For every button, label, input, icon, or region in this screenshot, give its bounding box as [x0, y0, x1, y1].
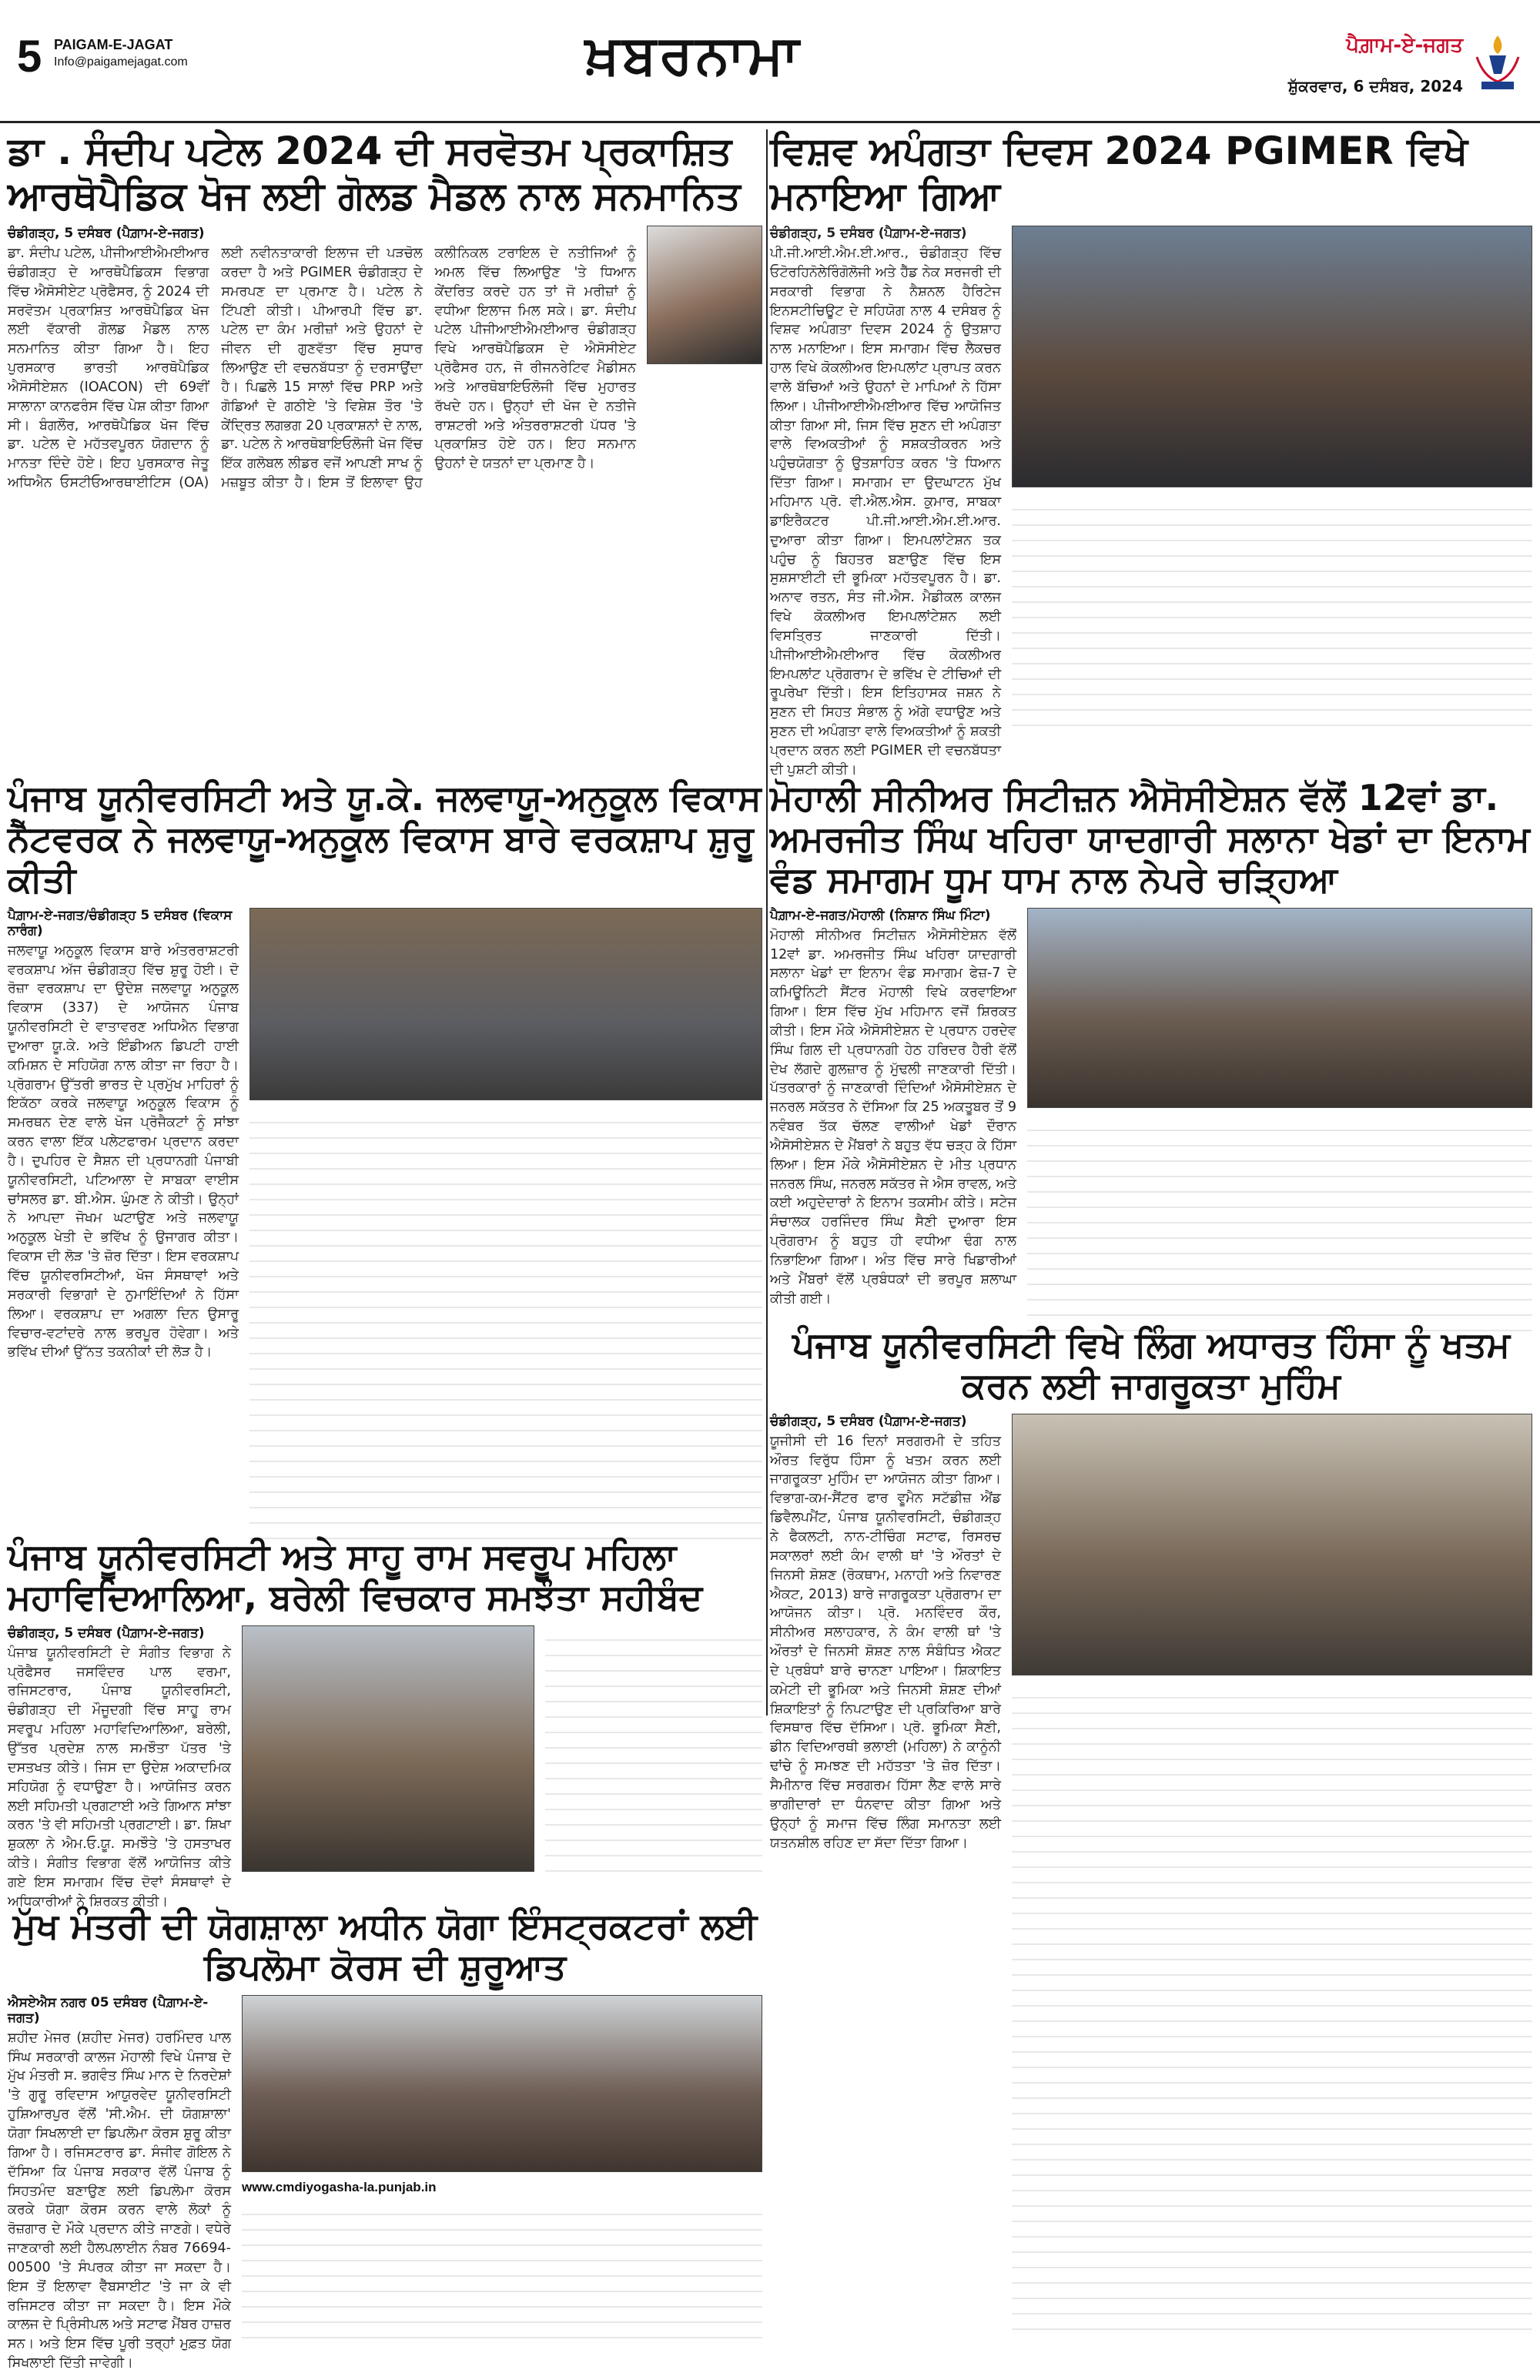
article-body-continued [249, 1108, 762, 1539]
article-body: ਪੰਜਾਬ ਯੂਨੀਵਰਸਿਟੀ ਦੇ ਸੰਗੀਤ ਵਿਭਾਗ ਨੇ ਪ੍ਰੋਫੈਸਰ ਜਸਵਿੰਦਰ ਪਾਲ ਵਰਮਾ, ਰਜਿਸਟਰਾਰ, ਪੰਜਾਬ ਯੂਨੀਵਰਸਿਟੀ, ਚੰਡੀਗੜ੍ਹ ਦੀ ਮੌਜੂਦਗੀ ਵਿੱਚ ਸਾਹੂ ਰਾਮ ਸਵਰੂਪ ਮਹਿਲਾ ਮਹਾਵਿਦਿਆਲਿਆ, ਬਰੇਲੀ, ਉੱਤਰ ਪ੍ਰਦੇਸ਼ ਨਾਲ ਸਮਝੌਤਾ ਪੱਤਰ 'ਤੇ ਦਸਤਖਤ ਕੀਤੇ। ਜਿਸ ਦਾ ਉਦੇਸ਼ ਅਕਾਦਮਿਕ ਸਹਿਯੋਗ ਨੂੰ ਵਧਾਉਣਾ ਹੈ। ਆਯੋਜਿਤ ਕਰਨ ਲਈ ਸਹਿਮਤੀ ਪ੍ਰਗਟਾਈ ਅਤੇ ਗਿਆਨ ਸਾਂਝਾ ਕਰਨ 'ਤੇ ਵੀ ਸਹਿਮਤੀ ਪ੍ਰਗਟਾਈ। ਡਾ. ਸ਼ਿਖਾ ਸ਼ੁਕਲਾ ਨੇ ਐਮ.ਓ.ਯੂ. ਸਮਝੌਤੇ 'ਤੇ ਹਸਤਾਖਰ ਕੀਤੇ। ਸੰਗੀਤ ਵਿਭਾਗ ਵੱਲੋਂ ਆਯੋਜਿਤ ਕੀਤੇ ਗਏ ਇਸ ਸਮਾਗਮ ਵਿੱਚ ਦੋਵਾਂ ਸੰਸਥਾਵਾਂ ਦੇ ਅਧਿਕਾਰੀਆਂ ਨੇ ਸ਼ਿਰਕਤ ਕੀਤੀ। [8, 1645, 231, 1910]
article-body: ਸ਼ਹੀਦ ਮੇਜਰ (ਸ਼ਹੀਦ ਮੇਜਰ) ਹਰਮਿੰਦਰ ਪਾਲ ਸਿੰਘ ਸਰਕਾਰੀ ਕਾਲਜ ਮੋਹਾਲੀ ਵਿਖੇ ਪੰਜਾਬ ਦੇ ਮੁੱਖ ਮੰਤਰੀ ਸ. ਭਗਵੰਤ ਸਿੰਘ ਮਾਨ ਦੇ ਨਿਰਦੇਸ਼ਾਂ 'ਤੇ ਗੁਰੂ ਰਵਿਦਾਸ ਆਯੁਰਵੇਦ ਯੂਨੀਵਰਸਿਟੀ ਹੁਸ਼ਿਆਰਪੁਰ ਵੱਲੋਂ 'ਸੀ.ਐਮ. ਦੀ ਯੋਗਸ਼ਾਲਾ' ਯੋਗਾ ਸਿਖਲਾਈ ਦਾ ਡਿਪਲੋਮਾ ਕੋਰਸ ਸ਼ੁਰੂ ਕੀਤਾ ਗਿਆ ਹੈ। ਰਜਿਸਟਰਾਰ ਡਾ. ਸੰਜੀਵ ਗੋਇਲ ਨੇ ਦੱਸਿਆ ਕਿ ਪੰਜਾਬ ਸਰਕਾਰ ਵੱਲੋਂ ਪੰਜਾਬ ਨੂੰ ਸਿਹਤਮੰਦ ਬਣਾਉਣ ਲਈ ਡਿਪਲੋਮਾ ਕੋਰਸ ਕਰਕੇ ਯੋਗਾ ਕੋਰਸ ਕਰਨ ਵਾਲੇ ਲੋਕਾਂ ਨੂੰ ਰੋਜ਼ਗਾਰ ਦੇ ਮੌਕੇ ਪ੍ਰਦਾਨ ਕੀਤੇ ਜਾਣਗੇ। ਵਧੇਰੇ ਜਾਣਕਾਰੀ ਲਈ ਹੈਲਪਲਾਈਨ ਨੰਬਰ 76694-00500 'ਤੇ ਸੰਪਰਕ ਕੀਤਾ ਜਾ ਸਕਦਾ ਹੈ। ਇਸ ਤੋਂ ਇਲਾਵਾ ਵੈੱਬਸਾਈਟ 'ਤੇ ਜਾ ਕੇ ਵੀ ਰਜਿਸਟਰ ਕੀਤਾ ਜਾ ਸਕਦਾ ਹੈ। ਇਸ ਮੌਕੇ ਕਾਲਜ ਦੇ ਪ੍ਰਿੰਸੀਪਲ ਅਤੇ ਸਟਾਫ ਮੈਂਬਰ ਹਾਜ਼ਰ ਸਨ। ਅਤੇ ਇਸ ਵਿੱਚ ਪੂਰੀ ਤਰ੍ਹਾਂ ਮੁਫ਼ਤ ਯੋਗ ਸਿਖਲਾਈ ਦਿੱਤੀ ਜਾਵੇਗੀ। [8, 2030, 231, 2372]
headline: ਪੰਜਾਬ ਯੂਨੀਵਰਸਿਟੀ ਅਤੇ ਯੂ.ਕੇ. ਜਲਵਾਯੂ-ਅਨੁਕੂਲ ਵਿਕਾਸ ਨੈੱਟਵਰਕ ਨੇ ਜਲਵਾਯੂ-ਅਨੁਕੂਲ ਵਿਕਾਸ ਬਾਰੇ ਵਰਕਸ਼ਾਪ ਸ਼ੁਰੂ ਕੀਤੀ [8, 777, 762, 900]
torch-logo-icon [1471, 31, 1525, 92]
mou-signing-photo [242, 1625, 534, 1872]
article-body-continued [1012, 495, 1532, 726]
prize-distribution-photo [1027, 908, 1532, 1108]
issue-date: ਸ਼ੁੱਕਰਵਾਰ, 6 ਦਸੰਬਰ, 2024 [1287, 77, 1463, 95]
article-body: ਯੂਜੀਸੀ ਦੀ 16 ਦਿਨਾਂ ਸਰਗਰਮੀ ਦੇ ਤਹਿਤ ਔਰਤ ਵਿਰੁੱਧ ਹਿੰਸਾ ਨੂੰ ਖਤਮ ਕਰਨ ਲਈ ਜਾਗਰੂਕਤਾ ਮੁਹਿੰਮ ਦਾ ਆਯੋਜਨ ਕੀਤਾ ਗਿਆ। ਵਿਭਾਗ-ਕਮ-ਸੈਂਟਰ ਫਾਰ ਵੂਮੈਨ ਸਟੱਡੀਜ਼ ਐਂਡ ਡਿਵੈਲਪਮੈਂਟ, ਪੰਜਾਬ ਯੂਨੀਵਰਸਿਟੀ, ਚੰਡੀਗੜ੍ਹ ਨੇ ਫੈਕਲਟੀ, ਨਾਨ-ਟੀਚਿੰਗ ਸਟਾਫ, ਰਿਸਰਚ ਸਕਾਲਰਾਂ ਲਈ ਕੰਮ ਵਾਲੀ ਥਾਂ 'ਤੇ ਔਰਤਾਂ ਦੇ ਜਿਨਸੀ ਸ਼ੋਸ਼ਣ (ਰੋਕਥਾਮ, ਮਨਾਹੀ ਅਤੇ ਨਿਵਾਰਣ ਐਕਟ, 2013) ਬਾਰੇ ਜਾਗਰੂਕਤਾ ਪ੍ਰੋਗਰਾਮ ਦਾ ਆਯੋਜਨ ਕੀਤਾ। ਪ੍ਰੋ. ਮਨਵਿੰਦਰ ਕੌਰ, ਸੀਨੀਅਰ ਸਲਾਹਕਾਰ, ਨੇ ਕੰਮ ਵਾਲੀ ਥਾਂ 'ਤੇ ਔਰਤਾਂ ਦੇ ਜਿਨਸੀ ਸ਼ੋਸ਼ਣ ਨਾਲ ਸੰਬੰਧਿਤ ਐਕਟ ਦੇ ਪ੍ਰਬੰਧਾਂ ਬਾਰੇ ਚਾਨਣਾ ਪਾਇਆ। ਸ਼ਿਕਾਇਤ ਕਮੇਟੀ ਦੀ ਭੂਮਿਕਾ ਅਤੇ ਜਿਨਸੀ ਸ਼ੋਸ਼ਣ ਦੀਆਂ ਸ਼ਿਕਾਇਤਾਂ ਨੂੰ ਨਿਪਟਾਉਣ ਦੀ ਪ੍ਰਕਿਰਿਆ ਬਾਰੇ ਵਿਸਥਾਰ ਵਿੱਚ ਦੱਸਿਆ। ਪ੍ਰੋ. ਭੂਮਿਕਾ ਸੈਣੀ, ਡੀਨ ਵਿਦਿਆਰਥੀ ਭਲਾਈ (ਮਹਿਲਾ) ਨੇ ਕਾਨੂੰਨੀ ਢਾਂਚੇ ਨੂੰ ਸਮਝਣ ਦੀ ਮਹੱਤਤਾ 'ਤੇ ਜ਼ੋਰ ਦਿੱਤਾ। ਸੈਮੀਨਾਰ ਵਿੱਚ ਸਰਗਰਮ ਹਿੱਸਾ ਲੈਣ ਵਾਲੇ ਸਾਰੇ ਭਾਗੀਦਾਰਾਂ ਦਾ ਧੰਨਵਾਦ ਕੀਤਾ ਗਿਆ ਅਤੇ ਉਨ੍ਹਾਂ ਨੂੰ ਸਮਾਜ ਵਿੱਚ ਲਿੰਗ ਸਮਾਨਤਾ ਲਈ ਯਤਨਸ਼ੀਲ ਰਹਿਣ ਦਾ ਸੱਦਾ ਦਿੱਤਾ ਗਿਆ। [770, 1433, 1001, 1851]
article-body-continued [242, 2200, 762, 2346]
column-rule [766, 129, 768, 1716]
article-body-continued [1027, 1116, 1532, 1339]
yoga-class-photo [242, 1995, 762, 2172]
article-body: ਮੋਹਾਲੀ ਸੀਨੀਅਰ ਸਿਟੀਜ਼ਨ ਐਸੋਸੀਏਸ਼ਨ ਵੱਲੋਂ 12ਵਾਂ ਡਾ. ਅਮਰਜੀਤ ਸਿੰਘ ਖਹਿਰਾ ਯਾਦਗਾਰੀ ਸਲਾਨਾ ਖੇਡਾਂ ਦਾ ਇਨਾਮ ਵੰਡ ਸਮਾਗਮ ਫੇਜ਼-7 ਦੇ ਕਮਿਊਨਿਟੀ ਸੈਂਟਰ ਮੋਹਾਲੀ ਵਿਖੇ ਕਰਵਾਇਆ ਗਿਆ। ਇਸ ਵਿੱਚ ਮੁੱਖ ਮਹਿਮਾਨ ਵਜੋਂ ਸ਼ਿਰਕਤ ਕੀਤੀ। ਇਸ ਮੌਕੇ ਐਸੋਸੀਏਸ਼ਨ ਦੇ ਪ੍ਰਧਾਨ ਹਰਦੇਵ ਸਿੰਘ ਗਿਲ ਦੀ ਪ੍ਰਧਾਨਗੀ ਹੇਠ ਹਰਿਦਰ ਹੈਰੀ ਵੱਲੋਂ ਦੇਖ ਲੱਗਦੇ ਗੁਲਜ਼ਾਰ ਨੂੰ ਮੁੱਢਲੀ ਜਾਣਕਾਰੀ ਦਿੱਤੀ। ਪੱਤਰਕਾਰਾਂ ਨੂੰ ਜਾਣਕਾਰੀ ਦਿੰਦਿਆਂ ਐਸੋਸੀਏਸ਼ਨ ਦੇ ਜਨਰਲ ਸਕੱਤਰ ਨੇ ਦੱਸਿਆ ਕਿ 25 ਅਕਤੂਬਰ ਤੋਂ 9 ਨਵੰਬਰ ਤੱਕ ਚੱਲਣ ਵਾਲੀਆਂ ਖੇਡਾਂ ਦੌਰਾਨ ਐਸੋਸੀਏਸ਼ਨ ਦੇ ਮੈਂਬਰਾਂ ਨੇ ਬਹੁਤ ਵੱਧ ਚੜ੍ਹ ਕੇ ਹਿੱਸਾ ਲਿਆ। ਇਸ ਮੌਕੇ ਐਸੋਸੀਏਸ਼ਨ ਦੇ ਮੀਤ ਪ੍ਰਧਾਨ ਜਨਰਲ ਸਿੰਘ, ਜਨਰਲ ਸਕੱਤਰ ਜੇ ਐਸ ਰਾਵਲ, ਅਤੇ ਕਈ ਅਹੁਦੇਦਾਰਾਂ ਨੇ ਇਨਾਮ ਤਕਸੀਮ ਕੀਤੇ। ਸਟੇਜ ਸੰਚਾਲਕ ਹਰਜਿੰਦਰ ਸਿੰਘ ਸੈਣੀ ਦੁਆਰਾ ਇਸ ਪ੍ਰੋਗਰਾਮ ਨੂੰ ਬਹੁਤ ਹੀ ਵਧੀਆ ਢੰਗ ਨਾਲ ਨਿਭਾਇਆ ਗਿਆ। ਅੰਤ ਵਿੱਚ ਸਾਰੇ ਖਿਡਾਰੀਆਂ ਅਤੇ ਮੈਂਬਰਾਂ ਵੱਲੋਂ ਪ੍ਰਬੰਧਕਾਂ ਦੀ ਭਰਪੂਰ ਸ਼ਲਾਘਾ ਕੀਤੀ ਗਈ। [770, 927, 1016, 1307]
page-number: 5 [17, 32, 42, 82]
headline: ਮੋਹਾਲੀ ਸੀਨੀਅਰ ਸਿਟੀਜ਼ਨ ਐਸੋਸੀਏਸ਼ਨ ਵੱਲੋਂ 12ਵਾਂ ਡਾ. ਅਮਰਜੀਤ ਸਿੰਘ ਖਹਿਰਾ ਯਾਦਗਾਰੀ ਸਲਾਨਾ ਖੇਡਾਂ ਦਾ ਇਨਾਮ ਵੰਡ ਸਮਾਗਮ ਧੂਮ ਧਾਮ ਨਾਲ ਨੇਪਰੇ ਚੜ੍ਹਿਆ [770, 777, 1530, 900]
article-body-continued [545, 1625, 762, 1872]
dateline: ਐਸਏਐਸ ਨਗਰ 05 ਦਸੰਬਰ (ਪੈਗ਼ਾਮ-ਏ-ਜਗਤ) [8, 1994, 209, 2026]
dateline: ਪੈਗ਼ਾਮ-ਏ-ਜਗਤ/ਮੋਹਾਲੀ (ਨਿਸ਼ਾਨ ਸਿੰਘ ਮਿੰਟਾ) [770, 907, 991, 923]
dateline: ਚੰਡੀਗੜ੍ਹ, 5 ਦਸੰਬਰ (ਪੈਗ਼ਾਮ-ਏ-ਜਗਤ) [8, 226, 205, 241]
portrait-photo [647, 226, 762, 364]
article-body: ਡਾ. ਸੰਦੀਪ ਪਟੇਲ, ਪੀਜੀਆਈਐਮਈਆਰ ਚੰਡੀਗੜ੍ਹ ਦੇ ਆਰਥੋਪੈਡਿਕਸ ਵਿਭਾਗ ਵਿੱਚ ਐਸੋਸੀਏਟ ਪ੍ਰੋਫੈਸਰ, ਨੂੰ 2024 ਦੀ ਸਰਵੋਤਮ ਪ੍ਰਕਾਸ਼ਿਤ ਆਰਥੋਪੈਡਿਕ ਖੋਜ ਲਈ ਵੱਕਾਰੀ ਗੋਲਡ ਮੈਡਲ ਨਾਲ ਸਨਮਾਨਿਤ ਕੀਤਾ ਗਿਆ ਹੈ। ਇਹ ਪੁਰਸਕਾਰ ਭਾਰਤੀ ਆਰਥੋਪੈਡਿਕ ਐਸੋਸੀਏਸ਼ਨ (IOACON) ਦੀ 69ਵੀਂ ਸਾਲਾਨਾ ਕਾਨਫਰੰਸ ਵਿੱਚ ਪੇਸ਼ ਕੀਤਾ ਗਿਆ ਸੀ। ਬੰਗਲੌਰ, ਆਰਥੋਪੈਡਿਕ ਖੋਜ ਵਿੱਚ ਡਾ. ਪਟੇਲ ਦੇ ਮਹੱਤਵਪੂਰਨ ਯੋਗਦਾਨ ਨੂੰ ਮਾਨਤਾ ਦਿੰਦੇ ਹੋਏ। ਇਹ ਪੁਰਸਕਾਰ ਜੇਤੂ ਅਧਿਐਨ ਓਸਟੀਓਆਰਥਾਈਟਿਸ (OA) ਲਈ ਨਵੀਨਤਾਕਾਰੀ ਇਲਾਜ ਦੀ ਪੜਚੋਲ ਕਰਦਾ ਹੈ ਅਤੇ PGIMER ਚੰਡੀਗੜ੍ਹ ਦੇ ਸਮਰਪਣ ਦਾ ਪ੍ਰਮਾਣ ਹੈ। ਪਟੇਲ ਨੇ ਟਿੱਪਣੀ ਕੀਤੀ। ਪੀਆਰਪੀ ਵਿੱਚ ਡਾ. ਪਟੇਲ ਦਾ ਕੰਮ ਮਰੀਜ਼ਾਂ ਅਤੇ ਉਹਨਾਂ ਦੇ ਜੀਵਨ ਦੀ ਗੁਣਵੱਤਾ ਵਿੱਚ ਸੁਧਾਰ ਲਿਆਉਣ ਦੀ ਵਚਨਬੱਧਤਾ ਨੂੰ ਦਰਸਾਉਂਦਾ ਹੈ। ਪਿਛਲੇ 15 ਸਾਲਾਂ ਵਿੱਚ PRP ਅਤੇ ਗੋਡਿਆਂ ਦੇ ਗਠੀਏ 'ਤੇ ਵਿਸ਼ੇਸ਼ ਤੌਰ 'ਤੇ ਕੇਂਦ੍ਰਿਤ ਲਗਭਗ 20 ਪ੍ਰਕਾਸ਼ਨਾਂ ਦੇ ਨਾਲ, ਡਾ. ਪਟੇਲ ਨੇ ਆਰਥੋਬਾਇਓਲੋਜੀ ਖੋਜ ਵਿੱਚ ਇੱਕ ਗਲੋਬਲ ਲੀਡਰ ਵਜੋਂ ਆਪਣੀ ਸਾਖ ਨੂੰ ਮਜ਼ਬੂਤ ਕੀਤਾ ਹੈ। ਇਸ ਤੋਂ ਇਲਾਵਾ ਉਹ ਕਲੀਨਿਕਲ ਟਰਾਇਲ ਦੇ ਨਤੀਜਿਆਂ ਨੂੰ ਅਮਲ ਵਿੱਚ ਲਿਆਉਣ 'ਤੇ ਧਿਆਨ ਕੇਂਦਰਿਤ ਕਰਦੇ ਹਨ ਤਾਂ ਜੋ ਮਰੀਜ਼ਾਂ ਨੂੰ ਵਧੀਆ ਇਲਾਜ ਮਿਲ ਸਕੇ। ਡਾ. ਸੰਦੀਪ ਪਟੇਲ ਪੀਜੀਆਈਐਮਈਆਰ ਚੰਡੀਗੜ੍ਹ ਵਿਖੇ ਆਰਥੋਪੈਡਿਕਸ ਦੇ ਐਸੋਸੀਏਟ ਪ੍ਰੋਫੈਸਰ ਹਨ, ਜੋ ਰੀਜਨਰੇਟਿਵ ਮੈਡੀਸਨ ਅਤੇ ਆਰਥੋਬਾਇਓਲੋਜੀ ਵਿੱਚ ਮੁਹਾਰਤ ਰੱਖਦੇ ਹਨ। ਉਨ੍ਹਾਂ ਦੀ ਖੋਜ ਦੇ ਨਤੀਜੇ ਰਾਸ਼ਟਰੀ ਅਤੇ ਅੰਤਰਰਾਸ਼ਟਰੀ ਪੱਧਰ 'ਤੇ ਪ੍ਰਕਾਸ਼ਿਤ ਹੋਏ ਹਨ। ਇਹ ਸਨਮਾਨ ਉਹਨਾਂ ਦੇ ਯਤਨਾਂ ਦਾ ਪ੍ਰਮਾਣ ਹੈ। [8, 246, 636, 491]
story-pu-climate [8, 778, 762, 1528]
brand-name: ਪੈਗ਼ਾਮ-ਏ-ਜਗਤ [1346, 34, 1463, 57]
headline: ਮੁੱਖ ਮੰਤਰੀ ਦੀ ਯੋਗਸ਼ਾਲਾ ਅਧੀਨ ਯੋਗਾ ਇੰਸਟ੍ਰਕਟਰਾਂ ਲਈ ਡਿਪਲੋਮਾ ਕੋਰਸ ਦੀ ਸ਼ੁਰੂਆਤ [12, 1905, 758, 1987]
story-yoga [8, 1906, 762, 2372]
workshop-group-photo [249, 908, 762, 1100]
seminar-photo [1012, 1414, 1532, 1675]
dateline: ਚੰਡੀਗੜ੍ਹ, 5 ਦਸੰਬਰ (ਪੈਗ਼ਾਮ-ਏ-ਜਗਤ) [770, 226, 967, 241]
story-pgimer [770, 129, 1532, 778]
dateline: ਪੈਗ਼ਾਮ-ਏ-ਜਗਤ/ਚੰਡੀਗੜ੍ਹ 5 ਦਸੰਬਰ (ਵਿਕਾਸ ਨਾਰੰਗ) [8, 907, 233, 939]
article-body-continued [1012, 1683, 1532, 2330]
headline: ਪੰਜਾਬ ਯੂਨੀਵਰਸਿਟੀ ਅਤੇ ਸਾਹੂ ਰਾਮ ਸਵਰੂਪ ਮਹਿਲਾ ਮਹਾਵਿਦਿਆਲਿਆ, ਬਰੇਲੀ ਵਿਚਕਾਰ ਸਮਝੌਤਾ ਸਹੀਬੰਦ [8, 1535, 703, 1618]
story-mohali [770, 778, 1532, 1317]
story-patel [8, 129, 762, 772]
article-body: ਪੀ.ਜੀ.ਆਈ.ਐਮ.ਈ.ਆਰ., ਚੰਡੀਗੜ੍ਹ ਵਿੱਚ ਓਟੋਰਹਿਨੋਲੇਰਿੰਗੋਲੋਜੀ ਅਤੇ ਹੈੱਡ ਨੇਕ ਸਰਜਰੀ ਦੀ ਸਰਕਾਰੀ ਵਿਭਾਗ ਨੇ ਨੈਸ਼ਨਲ ਹੈਰਿਟੇਜ ਇਨਸਟੀਚਿਊਟ ਦੇ ਸਹਿਯੋਗ ਨਾਲ 4 ਦਸੰਬਰ ਨੂੰ ਵਿਸ਼ਵ ਅਪੰਗਤਾ ਦਿਵਸ 2024 ਨੂੰ ਉਤਸ਼ਾਹ ਨਾਲ ਮਨਾਇਆ। ਇਸ ਸਮਾਗਮ ਵਿੱਚ ਲੈਕਚਰ ਹਾਲ ਵਿਖੇ ਕੋਕਲੀਅਰ ਇਮਪਲਾਂਟ ਪ੍ਰਾਪਤ ਕਰਨ ਵਾਲੇ ਬੱਚਿਆਂ ਅਤੇ ਉਹਨਾਂ ਦੇ ਮਾਪਿਆਂ ਨੇ ਹਿੱਸਾ ਲਿਆ। ਪੀਜੀਆਈਐਮਈਆਰ ਵਿੱਚ ਆਯੋਜਿਤ ਕੀਤਾ ਗਿਆ ਸੀ, ਜਿਸ ਵਿੱਚ ਸੁਣਨ ਦੀ ਅਪੰਗਤਾ ਵਾਲੇ ਵਿਅਕਤੀਆਂ ਨੂੰ ਸਸ਼ਕਤੀਕਰਨ ਅਤੇ ਪਹੁੰਚਯੋਗਤਾ ਨੂੰ ਉਤਸ਼ਾਹਿਤ ਕਰਨ 'ਤੇ ਧਿਆਨ ਦਿੱਤਾ ਗਿਆ। ਸਮਾਗਮ ਦਾ ਉਦਘਾਟਨ ਮੁੱਖ ਮਹਿਮਾਨ ਪ੍ਰੋ. ਵੀ.ਐਲ.ਐਸ. ਕੁਮਾਰ, ਸਾਬਕਾ ਡਾਇਰੈਕਟਰ ਪੀ.ਜੀ.ਆਈ.ਐਮ.ਈ.ਆਰ. ਦੁਆਰਾ ਕੀਤਾ ਗਿਆ। ਇਮਪਲਾਂਟੇਸ਼ਨ ਤਕ ਪਹੁੰਚ ਨੂੰ ਬਿਹਤਰ ਬਣਾਉਣ ਵਿੱਚ ਇਸ ਸੁਸ਼ਸਾਈਟੀ ਦੀ ਭੂਮਿਕਾ ਮਹੱਤਵਪੂਰਨ ਹੈ। ਡਾ. ਅਨਾਵ ਰਤਨ, ਸੰਤ ਜੀ.ਐਸ. ਮੈਡੀਕਲ ਕਾਲਜ ਵਿਖੇ ਕੋਕਲੀਅਰ ਇਮਪਲਾਂਟੇਸ਼ਨ ਲਈ ਵਿਸਤ੍ਰਿਤ ਜਾਣਕਾਰੀ ਦਿੱਤੀ। ਪੀਜੀਆਈਐਮਈਆਰ ਵਿੱਚ ਕੋਕਲੀਅਰ ਇਮਪਲਾਂਟ ਪ੍ਰੋਗਰਾਮ ਦੇ ਭਵਿੱਖ ਦੇ ਟੀਚਿਆਂ ਦੀ ਰੂਪਰੇਖਾ ਦਿੱਤੀ। ਇਸ ਇਤਿਹਾਸਕ ਜਸ਼ਨ ਨੇ ਸੁਣਨ ਦੀ ਸਿਹਤ ਸੰਭਾਲ ਨੂੰ ਅੱਗੇ ਵਧਾਉਣ ਅਤੇ ਸੁਣਨ ਦੀ ਅਪੰਗਤਾ ਵਾਲੇ ਵਿਅਕਤੀਆਂ ਨੂੰ ਸ਼ਕਤੀ ਪ੍ਰਦਾਨ ਕਰਨ ਲਈ PGIMER ਦੀ ਵਚਨਬੱਧਤਾ ਦੀ ਪੁਸ਼ਟੀ ਕੀਤੀ। [770, 246, 1001, 778]
publication-name: PAIGAM-E-JAGAT [54, 37, 173, 52]
dateline: ਚੰਡੀਗੜ੍ਹ, 5 ਦਸੰਬਰ (ਪੈਗ਼ਾਮ-ਏ-ਜਗਤ) [8, 1625, 205, 1641]
masthead [0, 0, 1540, 123]
headline: ਵਿਸ਼ਵ ਅਪੰਗਤਾ ਦਿਵਸ 2024 PGIMER ਵਿਖੇ ਮਨਾਇਆ ਗਿਆ [770, 129, 1468, 218]
article-body: ਜਲਵਾਯੂ ਅਨੁਕੂਲ ਵਿਕਾਸ ਬਾਰੇ ਅੰਤਰਰਾਸ਼ਟਰੀ ਵਰਕਸ਼ਾਪ ਅੱਜ ਚੰਡੀਗੜ੍ਹ ਵਿੱਚ ਸ਼ੁਰੂ ਹੋਈ। ਦੋ ਰੋਜ਼ਾ ਵਰਕਸ਼ਾਪ ਦਾ ਉਦੇਸ਼ ਜਲਵਾਯੂ ਅਨੁਕੂਲ ਵਿਕਾਸ (337) ਦੇ ਆਯੋਜਨ ਪੰਜਾਬ ਯੂਨੀਵਰਸਿਟੀ ਦੇ ਵਾਤਾਵਰਣ ਅਧਿਐਨ ਵਿਭਾਗ ਦੁਆਰਾ ਯੂ.ਕੇ. ਅਤੇ ਇੰਡੀਅਨ ਡਿਪਟੀ ਹਾਈ ਕਮਿਸ਼ਨ ਦੇ ਸਹਿਯੋਗ ਨਾਲ ਕੀਤਾ ਜਾ ਰਿਹਾ ਹੈ। ਪ੍ਰੋਗਰਾਮ ਉੱਤਰੀ ਭਾਰਤ ਦੇ ਪ੍ਰਮੁੱਖ ਮਾਹਿਰਾਂ ਨੂੰ ਇਕੱਠਾ ਕਰਕੇ ਜਲਵਾਯੂ ਅਨੁਕੂਲ ਵਿਕਾਸ ਨੂੰ ਸਮਰਥਨ ਦੇਣ ਵਾਲੇ ਖੋਜ ਪ੍ਰੋਜੈਕਟਾਂ ਨੂੰ ਸਾਂਝਾ ਕਰਨ ਵਾਲਾ ਇੱਕ ਪਲੇਟਫਾਰਮ ਪ੍ਰਦਾਨ ਕਰਦਾ ਹੈ। ਦੁਪਹਿਰ ਦੇ ਸੈਸ਼ਨ ਦੀ ਪ੍ਰਧਾਨਗੀ ਪੰਜਾਬੀ ਯੂਨੀਵਰਸਿਟੀ, ਪਟਿਆਲਾ ਦੇ ਸਾਬਕਾ ਵਾਈਸ ਚਾਂਸਲਰ ਡਾ. ਬੀ.ਐਸ. ਘੁੰਮਣ ਨੇ ਕੀਤੀ। ਉਨ੍ਹਾਂ ਨੇ ਆਪਦਾ ਜੋਖਮ ਘਟਾਉਣ ਅਤੇ ਜਲਵਾਯੂ ਅਨੁਕੂਲ ਖੇਤੀ ਦੇ ਭਵਿੱਖ ਨੂੰ ਉਜਾਗਰ ਕੀਤਾ। ਵਿਕਾਸ ਦੀ ਲੋੜ 'ਤੇ ਜ਼ੋਰ ਦਿੱਤਾ। ਇਸ ਵਰਕਸ਼ਾਪ ਵਿੱਚ ਯੂਨੀਵਰਸਿਟੀਆਂ, ਖੋਜ ਸੰਸਥਾਵਾਂ ਅਤੇ ਸਰਕਾਰੀ ਵਿਭਾਗਾਂ ਦੇ ਨੁਮਾਇੰਦਿਆਂ ਨੇ ਹਿੱਸਾ ਲਿਆ। ਵਰਕਸ਼ਾਪ ਦਾ ਅਗਲਾ ਦਿਨ ਉਸਾਰੂ ਵਿਚਾਰ-ਵਟਾਂਦਰੇ ਨਾਲ ਭਰਪੂਰ ਹੋਵੇਗਾ। ਅਤੇ ਭਵਿੱਖ ਦੀਆਂ ਉੱਨਤ ਤਕਨੀਕਾਂ ਦੀ ਲੋੜ ਹੈ। [8, 942, 239, 1361]
story-pu-gender [770, 1324, 1532, 2372]
headline: ਪੰਜਾਬ ਯੂਨੀਵਰਸਿਟੀ ਵਿਖੇ ਲਿੰਗ ਅਧਾਰਤ ਹਿੰਸਾ ਨੂੰ ਖਤਮ ਕਰਨ ਲਈ ਜਾਗਰੂਕਤਾ ਮੁਹਿੰਮ [792, 1324, 1511, 1406]
event-photo [1012, 226, 1532, 487]
story-pu-bareilly [8, 1535, 762, 1910]
headline: ਡਾ . ਸੰਦੀਪ ਪਟੇਲ 2024 ਦੀ ਸਰਵੋਤਮ ਪ੍ਰਕਾਸ਼ਿਤ ਆਰਥੋਪੈਡਿਕ ਖੋਜ ਲਈ ਗੋਲਡ ਮੈਡਲ ਨਾਲ ਸਨਮਾਨਿਤ [8, 129, 741, 218]
dateline: ਚੰਡੀਗੜ੍ਹ, 5 ਦਸੰਬਰ (ਪੈਗ਼ਾਮ-ਏ-ਜਗਤ) [770, 1413, 967, 1429]
website-link[interactable]: www.cmdiyogasha-la.punjab.in [242, 2179, 437, 2194]
section-title: ਖ਼ਬਰਨਾਮਾ [585, 23, 802, 86]
publication-email[interactable]: Info@paigamejagat.com [54, 55, 188, 69]
